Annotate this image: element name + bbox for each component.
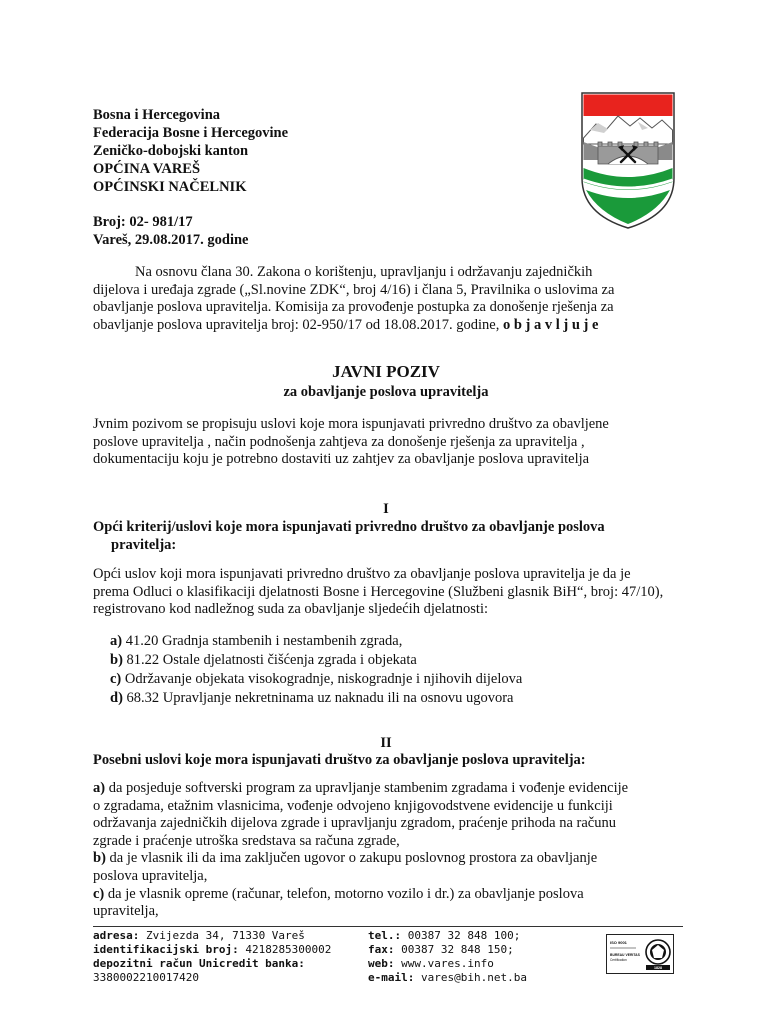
header-office: OPĆINSKI NAČELNIK (93, 179, 247, 195)
intro-line: dijelova i uređaja zgrade („Sl.novine ZDK“, broj 4/16) i člana 5, Pravilnika o uslovima za (93, 281, 615, 298)
document-title: JAVNI POZIV (332, 362, 440, 381)
footer-website[interactable] (368, 957, 527, 971)
list-item-text: 41.20 Gradnja stambenih i nestambenih zgrada, (122, 633, 403, 649)
section-2-numeral: II (380, 735, 392, 751)
footer-value: 4218285300002 (238, 943, 332, 956)
condition-line: poslova upravitelja, (93, 867, 208, 884)
footer-bank-account: 3380002210017420 (93, 971, 199, 984)
footer-label: e-mail: (368, 971, 415, 984)
intro-line (93, 317, 679, 335)
cert-iso-text: ISO 9001 (610, 940, 627, 945)
condition-line (93, 850, 679, 868)
intro-paragraph (93, 264, 679, 334)
document-subtitle: za obavljanje poslova upravitelja (283, 384, 489, 400)
list-item (110, 632, 522, 651)
list-item (110, 689, 522, 708)
footer-label: identifikacijski broj: (93, 943, 239, 956)
footer-value: 00387 32 848 150; (394, 943, 514, 956)
list-item-text: 68.32 Upravljanje nekretninama uz naknadu ili na osnovu ugovora (122, 690, 514, 706)
header-federation: Federacija Bosne i Hercegovine (93, 125, 289, 141)
document-date: Vareš, 29.08.2017. godine (93, 232, 249, 248)
condition-marker: a) (93, 780, 106, 796)
footer-contact-block (368, 929, 527, 985)
cert-bureau-text: BUREAU VERITAS (610, 953, 640, 957)
condition-marker: c) (93, 885, 105, 902)
footer-value: 00387 32 848 100; (401, 929, 521, 942)
condition-line: o zgradama, etažnim vlasnicima, vođenje odvojeno knjigovodstvene evidencije u funkciji (93, 797, 613, 814)
list-marker: b) (110, 652, 123, 668)
paragraph-line: registrovano kod nadležnog suda za obavljanje sljedećih djelatnosti: (93, 601, 489, 617)
footer-label: fax: (368, 943, 395, 956)
condition-line: zgrade i praćenje utroška sredstava sa računa zgrade, (93, 832, 400, 849)
header-canton: Zeničko-dobojski kanton (93, 143, 249, 159)
document-number: Broj: 02- 981/17 (93, 214, 193, 230)
condition-line: održavanja zajedničkih dijelova zgrade i upravljanju zgradom, praćenje prihoda na računu (93, 815, 616, 832)
bureau-veritas-certification-logo (606, 934, 674, 974)
activities-list (110, 632, 522, 708)
list-marker: d) (110, 690, 123, 706)
footer-divider (93, 926, 683, 927)
condition-text: da je vlasnik opreme (računar, telefon, motorno vozilo i dr.) za obavljanje poslova (104, 885, 584, 902)
footer-address (93, 929, 331, 943)
footer-label: depozitni račun Unicredit banka: (93, 957, 305, 970)
list-item-text: 81.22 Ostale djelatnosti čišćenja zgrada i objekata (122, 652, 417, 668)
condition-line: upravitelja, (93, 903, 159, 920)
paragraph-line: Jvnim pozivom se propisuju uslovi koje mora ispunjavati privredno društvo za obavljene (93, 416, 609, 432)
footer-phone (368, 929, 527, 943)
issuer-header (93, 106, 513, 196)
list-item (110, 651, 522, 670)
list-marker: a) (110, 633, 123, 649)
paragraph-line: dokumentaciju koju je potrebno dostaviti uz zahtjev za obavljanje poslova upravitelja (93, 451, 590, 467)
condition-line (93, 780, 679, 798)
footer-fax (368, 943, 527, 957)
website-link[interactable]: www.vares.info (394, 957, 494, 970)
footer-value: Zvijezda 34, 71330 Vareš (139, 929, 305, 942)
section-1-paragraph (93, 566, 679, 619)
section-heading-line: Opći kriterij/uslovi koje mora ispunjavati privredno društvo za obavljanje poslova (93, 519, 605, 535)
list-marker: c) (110, 671, 122, 687)
intro-line: obavljanje poslova upravitelja. Komisija za provođenje postupka za donošenje rješenja za (93, 299, 614, 315)
header-country: Bosna i Hercegovina (93, 107, 221, 123)
section-1-numeral: I (383, 501, 389, 517)
paragraph-line: prema Odluci o klasifikaciji djelatnosti Bosne i Hercegovine (Službeni glasnik BiH“, broj: 47/10), (93, 583, 664, 600)
paragraph-line: poslove upravitelja , način podnošenja zahtjeva za donošenje rješenja za upravitelja , (93, 433, 585, 450)
footer-bank-account-label (93, 957, 331, 971)
purpose-paragraph (93, 416, 679, 469)
intro-line: Na osnovu člana 30. Zakona o korištenju, upravljanju i održavanju zajedničkih (135, 264, 593, 280)
list-item-text: Održavanje objekata visokogradnje, niskogradnje i njihovih dijelova (121, 671, 523, 687)
header-municipality: OPĆINA VAREŠ (93, 161, 201, 177)
cert-year-text: 1828 (654, 966, 662, 970)
email-link[interactable]: vares@bih.net.ba (414, 971, 527, 984)
section-2-heading: Posebni uslovi koje mora ispunjavati društvo za obavljanje poslova upravitelja: (93, 752, 586, 768)
footer-label: web: (368, 957, 395, 970)
condition-marker: b) (93, 850, 106, 867)
municipality-crest-logo (578, 90, 678, 232)
section-1-heading (93, 518, 679, 554)
list-item (110, 670, 522, 689)
document-reference (93, 213, 249, 249)
footer-address-block (93, 929, 331, 985)
paragraph-line: Opći uslov koji mora ispunjavati privredno društvo za obavljanje poslova upravitelja je da je (93, 566, 631, 582)
section-heading-line: pravitelja: (111, 537, 177, 553)
footer-id-number (93, 943, 331, 957)
announces-verb: o b j a v l j u j e (502, 316, 599, 333)
footer-label: adresa: (93, 929, 140, 942)
footer-email[interactable] (368, 971, 527, 985)
condition-text: da posjeduje softverski program za upravljanje stambenim zgradama i vođenje evidencije (105, 780, 629, 796)
intro-line-text: obavljanje poslova upravitelja broj: 02-950/17 od 18.08.2017. godine, (93, 316, 500, 333)
section-2-conditions (93, 780, 679, 921)
condition-text: da je vlasnik ili da ima zaključen ugovor o zakupu poslovnog prostora za obavljanje (105, 850, 598, 867)
condition-line (93, 886, 679, 904)
footer-label: tel.: (368, 929, 402, 942)
cert-label-text: Certification (610, 958, 627, 962)
